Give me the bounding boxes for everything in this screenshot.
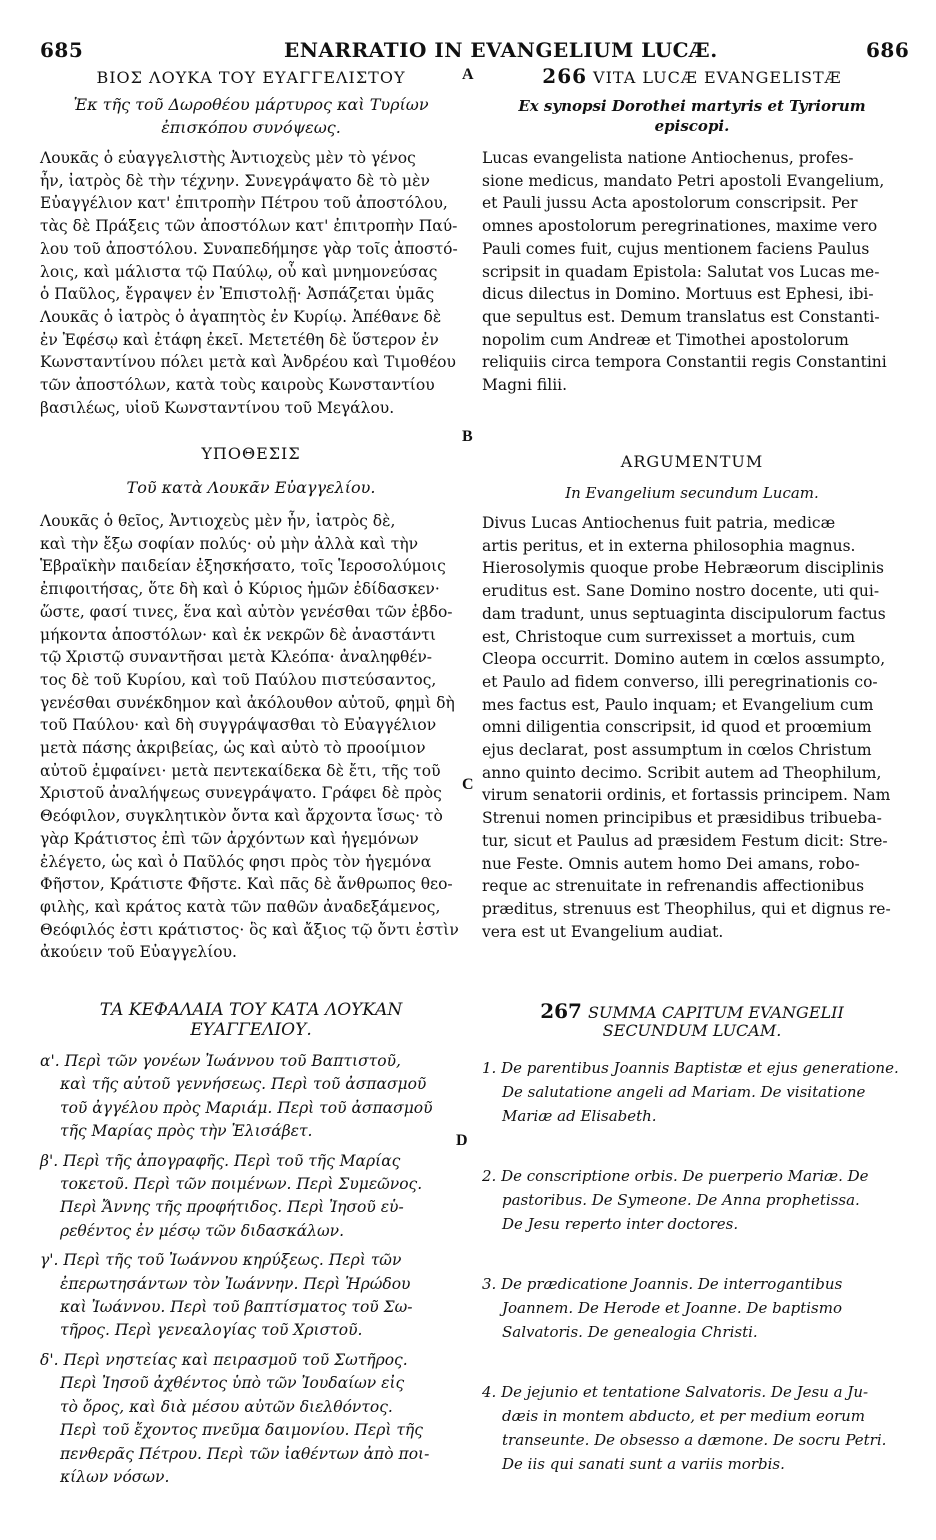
text-line: ρεθέντος ἐν μέσῳ τῶν διδασκάλων. — [60, 1221, 345, 1240]
text-line: πενθερᾶς Πέτρου. Περὶ τῶν ἰαθέντων ἀπὸ ποι- — [60, 1444, 430, 1463]
kefalaia-list — [40, 1050, 462, 1501]
argumentum-title: ARGUMENTUM — [620, 452, 764, 471]
text-line: De salutatione angeli ad Mariam. De visitatione — [502, 1083, 866, 1101]
text-line: 2. De conscriptione orbis. De puerperio Mariæ. De — [482, 1167, 869, 1185]
marker-a: A — [462, 66, 474, 83]
text-line: Χριστοῦ ἀναλήψεως συνεγράψατο. Γράφει δὲ πρὸς — [40, 784, 442, 803]
text-line: Θεόφιλός ἐστι κράτιστος· ὃς καὶ ἄξιος τῷ ὄντι ἐστὶν — [40, 920, 459, 939]
text-line: Cleopa occurrit. Domino autem in cœlos assumpto, — [482, 650, 886, 669]
text-line: Λουκᾶς ὁ ἰατρὸς ὁ ἀγαπητὸς ἐν Κυρίῳ. Ἀπέθανε δὲ — [40, 307, 442, 326]
text-line: mes factus est, Paulo inquam; et Evangelium cum — [482, 695, 874, 714]
vios-source — [40, 94, 462, 139]
text-line: δ'. Περὶ νηστείας καὶ πειρασμοῦ τοῦ Σωτῆρος. — [40, 1350, 408, 1369]
text-line: Εὐαγγέλιον κατ' ἐπιτροπὴν Πέτρου τοῦ ἀποστόλου, — [40, 194, 448, 213]
list-item — [482, 1380, 902, 1476]
text-line: καὶ Ἰωάννου. Περὶ τοῦ βαπτίσματος τοῦ Σω- — [60, 1298, 413, 1317]
text-line: omnes apostolorum peregrinationes, maxime vero — [482, 217, 878, 236]
text-line: omni diligentia conscripsit, id quod et proœmium — [482, 718, 872, 737]
text-line: Κωνσταντίνου πόλει μετὰ καὶ Ἀνδρέου καὶ Τιμοθέου — [40, 353, 456, 372]
text-line: κίλων νόσων. — [60, 1467, 170, 1486]
text-line: dicus dilectus in Domino. Mortuus est Ephesi, ibi- — [482, 285, 874, 304]
text-line: Lucas evangelista natione Antiochenus, profes- — [482, 149, 854, 167]
text-line: artis peritus, et in externa philosophia magnus. — [482, 536, 856, 555]
text-line: Mariæ ad Elisabeth. — [502, 1107, 657, 1125]
text-line: Περὶ τοῦ ἔχοντος πνεῦμα δαιμονίου. Περὶ τῆς — [60, 1421, 423, 1440]
text-line: Περὶ Ἄννης τῆς προφήτιδος. Περὶ Ἰησοῦ εὑ- — [60, 1198, 404, 1217]
vios-title: ΒΙΟΣ ΛΟΥΚΑ ΤΟΥ ΕΥΑΓΓΕΛΙΣΤΟΥ — [96, 68, 406, 87]
text-line: τῷ Χριστῷ συναντῆσαι μετὰ Κλεόπα· ἀναληφθέν- — [40, 648, 433, 667]
vios-source-line: ἐπισκόπου συνόψεως. — [161, 117, 341, 137]
vita-source-line: episcopi. — [654, 117, 730, 135]
marker-b: B — [462, 428, 473, 445]
list-item — [40, 1349, 462, 1489]
marker-c: C — [462, 776, 474, 793]
list-item — [482, 1164, 902, 1236]
text-line: τῶν ἀποστόλων, κατὰ τοὺς καιροὺς Κωνσταντίου — [40, 376, 435, 395]
list-item — [40, 1249, 462, 1343]
section-number: 267 — [540, 999, 582, 1023]
text-line: ὥστε, φασί τινες, ἕνα καὶ αὐτὸν γενέσθαι τῶν ἑβδο- — [40, 602, 453, 621]
page-number-left: 685 — [40, 38, 84, 62]
text-line: ἐπιφοιτήσας, ὅτε δὴ καὶ ὁ Κύριος ἡμῶν ἐδίδασκεν· — [40, 580, 440, 599]
text-line: eruditus est. Sane Domino nostro docente, uti qui- — [482, 582, 880, 601]
text-line: nue Feste. Omnis autem homo Dei amans, robo- — [482, 854, 860, 873]
vita-source — [482, 96, 902, 136]
text-line: tur, sicut et Paulus ad præsidem Festum dicit: Stre- — [482, 831, 888, 850]
summa-heading — [482, 999, 902, 1040]
text-line: scripsit in quadam Epistola: Salutat vos Lucas me- — [482, 262, 880, 281]
text-line: μετὰ πάσης ἀκριβείας, ὡς καὶ αὐτὸ τὸ προοίμιον — [40, 739, 426, 758]
text-line: De iis qui sanati sunt a variis morbis. — [502, 1455, 785, 1473]
page-number-right: 686 — [866, 38, 910, 62]
text-line: τῆρος. Περὶ γενεαλογίας τοῦ Χριστοῦ. — [60, 1321, 363, 1340]
list-item — [482, 1056, 902, 1128]
text-line: Magni filii. — [482, 376, 568, 395]
text-line: anno quinto decimo. Scribit autem ad Theophilum, — [482, 763, 882, 782]
text-line: transeunte. De obsesso a dæmone. De socru Petri. — [502, 1431, 887, 1449]
text-line: De Jesu reperto inter doctores. — [502, 1215, 739, 1233]
text-line: ἦν, ἰατρὸς δὲ τὴν τέχνην. Συνεγράψατο δὲ τὸ μὲν — [40, 171, 430, 190]
text-line: est, Christoque cum surrexisset a mortuis, cum — [482, 627, 856, 646]
text-line: ejus declarat, post assumptum in cœlos Christum — [482, 741, 872, 760]
section-number: 266 — [542, 64, 588, 88]
text-line: λοις, καὶ μάλιστα τῷ Παύλῳ, οὗ καὶ μνημονεύσας — [40, 262, 438, 281]
text-line: Ἑβραϊκὴν παιδείαν ἐξησκήσατο, τοῖς Ἱεροσολύμοις — [40, 557, 446, 576]
text-line: ἐπερωτησάντων τὸν Ἰωάννην. Περὶ Ἡρώδου — [60, 1274, 411, 1293]
text-line: sione medicus, mandato Petri apostoli Evangelium, — [482, 171, 885, 190]
running-title: ENARRATIO IN EVANGELIUM LUCÆ. — [284, 38, 718, 62]
text-line: Hierosolymis quoque probe Hebræorum disciplinis — [482, 559, 884, 578]
text-line: præditus, strenuus est Theophilus, qui et dignus re- — [482, 899, 891, 918]
text-line: τῆς Μαρίας πρὸς τὴν Ἐλισάβετ. — [60, 1122, 313, 1141]
text-line: 4. De jejunio et tentatione Salvatoris. De Jesu a Ju- — [482, 1383, 869, 1401]
text-line: et Pauli jussu Acta apostolorum conscripsit. Per — [482, 194, 858, 213]
vita-text — [482, 147, 902, 397]
text-line: Περὶ Ἰησοῦ ἀχθέντος ὑπὸ τῶν Ἰουδαίων εἰς — [60, 1374, 405, 1393]
text-line: ὁ Παῦλος, ἔγραψεν ἐν Ἐπιστολῇ· Ἀσπάζεται ὑμᾶς — [40, 285, 435, 304]
text-line: καὶ τὴν ἔξω σοφίαν πολύς· οὐ μὴν ἀλλὰ καὶ τὴν — [40, 534, 419, 553]
text-line: τοῦ Παύλου· καὶ δὴ συγγράψασθαι τὸ Εὐαγγέλιον — [40, 716, 437, 735]
summa-title: SUMMA CAPITUM EVANGELII — [587, 1003, 844, 1022]
text-line: nopolim cum Andreæ et Timothei apostolorum — [482, 330, 849, 349]
hypo-subtitle: Τοῦ κατὰ Λουκᾶν Εὐαγγελίου. — [126, 478, 376, 497]
text-line: reque ac strenuitate in refrenandis affectionibus — [482, 877, 865, 896]
text-line: Φῆστον, Κράτιστε Φῆστε. Καὶ πᾶς δὲ ἄνθρωπος θεο- — [40, 875, 453, 894]
summa-list — [482, 1056, 902, 1488]
text-line: γὰρ Κράτιστος ἐπὶ τῶν ἀρχόντων καὶ ἡγεμόνων — [40, 829, 419, 848]
text-line: τος δὲ τοῦ Κυρίου, καὶ τοῦ Παύλου πιστεύσαντος, — [40, 670, 437, 689]
list-item — [40, 1150, 462, 1244]
text-line: Salvatoris. De genealogia Christi. — [502, 1323, 758, 1341]
kefalaia-title-line: ΕΥΑΓΓΕΛΙΟΥ. — [190, 1020, 312, 1040]
argumentum-subtitle: In Evangelium secundum Lucam. — [565, 484, 819, 502]
text-line: ἐλέγετο, ὡς καὶ ὁ Παῦλός φησι πρὸς τὸν ἡγεμόνα — [40, 852, 432, 871]
text-line: ἐν Ἐφέσῳ καὶ ἐτάφη ἐκεῖ. Μετετέθη δὲ ὕστερον ἐν — [40, 330, 439, 349]
hypo-text — [40, 510, 462, 964]
text-line: dam tradunt, unus septuaginta discipulorum factus — [482, 604, 886, 623]
text-line: τὰς δὲ Πράξεις τῶν ἀποστόλων κατ' ἐπιτροπὴν Παύ- — [40, 217, 458, 236]
text-line: pastoribus. De Symeone. De Anna prophetissa. — [502, 1191, 860, 1209]
text-line: 3. De prædicatione Joannis. De interrogantibus — [482, 1275, 843, 1293]
list-item — [482, 1272, 902, 1344]
text-line: β'. Περὶ τῆς ἀπογραφῆς. Περὶ τοῦ τῆς Μαρίας — [40, 1151, 401, 1170]
text-line: Strenui nomen principibus et præsidibus tribueba- — [482, 809, 882, 828]
text-line: 1. De parentibus Joannis Baptistæ et ejus generatione. — [482, 1059, 899, 1077]
kefalaia-title — [40, 1000, 462, 1040]
vios-source-line: Ἐκ τῆς τοῦ Δωροθέου μάρτυρος καὶ Τυρίων — [73, 95, 429, 114]
text-line: vera est ut Evangelium audiat. — [482, 922, 724, 941]
text-line: λου τοῦ ἀποστόλου. Συναπεδήμησε γὰρ τοῖς ἀποστό- — [40, 239, 458, 258]
vita-title: VITA LUCÆ EVANGELISTÆ — [593, 68, 842, 87]
text-line: Λουκᾶς ὁ θεῖος, Ἀντιοχεὺς μὲν ἦν, ἰατρὸς δὲ, — [40, 512, 396, 530]
text-line: Pauli comes fuit, cujus mentionem faciens Paulus — [482, 239, 870, 258]
argumentum-text — [482, 512, 902, 943]
text-line: μήκοντα ἀποστόλων· καὶ ἐκ νεκρῶν δὲ ἀναστάντι — [40, 625, 436, 644]
marker-d: D — [456, 1132, 468, 1149]
text-line: καὶ τῆς αὐτοῦ γεννήσεως. Περὶ τοῦ ἀσπασμοῦ — [60, 1075, 427, 1094]
summa-title-line — [482, 999, 902, 1023]
vios-text — [40, 147, 462, 419]
text-line: virum senatorii ordinis, et fortassis principem. Nam — [482, 786, 891, 805]
text-line: reliquiis circa tempora Constantii regis Constantini — [482, 353, 887, 372]
text-line: τὸ ὄρος, καὶ διὰ μέσου αὐτῶν διελθόντος. — [60, 1397, 393, 1416]
text-line: τοῦ ἀγγέλου πρὸς Μαριάμ. Περὶ τοῦ ἀσπασμοῦ — [60, 1098, 433, 1117]
text-line: Θεόφιλον, συγκλητικὸν ὄντα καὶ ἄρχοντα ἴσως· τὸ — [40, 807, 443, 826]
text-line: τοκετοῦ. Περὶ τῶν ποιμένων. Περὶ Συμεῶνος. — [60, 1175, 423, 1194]
text-line: Joannem. De Herode et Joanne. De baptismo — [502, 1299, 843, 1317]
hypo-title: ΥΠΟΘΕΣΙΣ — [201, 444, 301, 463]
text-line: α'. Περὶ τῶν γονέων Ἰωάννου τοῦ Βαπτιστοῦ, — [40, 1052, 401, 1070]
list-item — [40, 1050, 462, 1144]
text-line: βασιλέως, υἱοῦ Κωνσταντίνου τοῦ Μεγάλου. — [40, 398, 395, 417]
text-line: que sepultus est. Demum translatus est Constanti- — [482, 307, 880, 326]
text-line: Divus Lucas Antiochenus fuit patria, medicæ — [482, 514, 836, 532]
text-line: φιλὴς, καὶ κράτος κατὰ τῶν παθῶν ἀναδεξάμενος, — [40, 897, 441, 916]
text-line: γενέσθαι συνέκδημον καὶ ἀκόλουθον αὐτοῦ, φημὶ δὴ — [40, 693, 455, 712]
text-line: dæis in montem abducto, et per medium eorum — [502, 1407, 866, 1425]
text-line: αὐτοῦ ἐμφαίνει· μετὰ πεντεκαίδεκα δὲ ἔτι, τῆς τοῦ — [40, 761, 441, 780]
text-line: ἀκούειν τοῦ Εὐαγγελίου. — [40, 943, 237, 962]
summa-title-line: SECUNDUM LUCAM. — [602, 1021, 782, 1040]
vita-source-line: Ex synopsi Dorothei martyris et Tyriorum — [518, 97, 866, 115]
text-line: Λουκᾶς ὁ εὐαγγελιστὴς Ἀντιοχεὺς μὲν τὸ γένος — [40, 149, 416, 167]
text-line: γ'. Περὶ τῆς τοῦ Ἰωάννου κηρύξεως. Περὶ τῶν — [40, 1251, 402, 1270]
text-line: et Paulo ad fidem converso, illi peregrinationis co- — [482, 672, 878, 691]
vita-heading — [482, 64, 902, 88]
kefalaia-title-line: ΤΑ ΚΕΦΑΛΑΙΑ ΤΟΥ ΚΑΤΑ ΛΟΥΚΑΝ — [99, 1000, 403, 1020]
